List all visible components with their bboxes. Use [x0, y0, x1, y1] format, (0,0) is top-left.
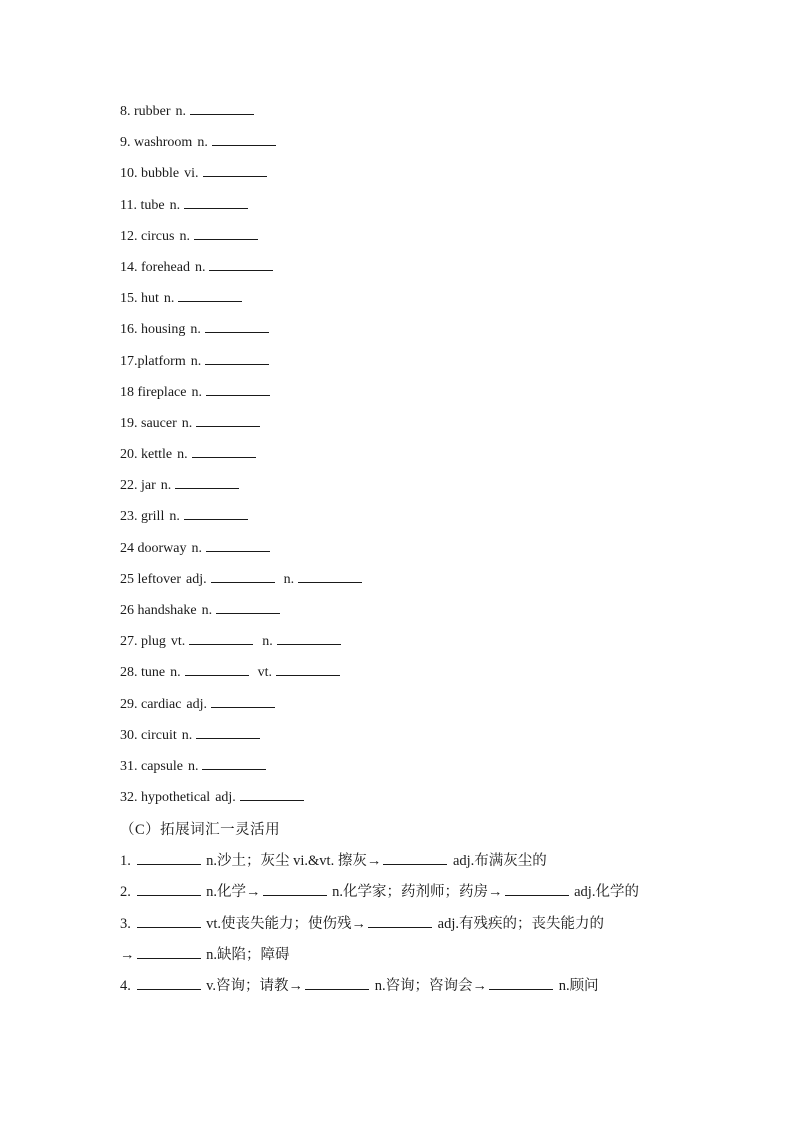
vocab-item — [120, 693, 366, 724]
item-number: 3. — [120, 915, 131, 932]
answer-blank[interactable] — [194, 225, 258, 240]
vocab-item — [120, 786, 366, 817]
vocab-word: 31. capsule — [120, 758, 183, 774]
answer-blank[interactable] — [505, 881, 569, 896]
answer-blank[interactable] — [137, 944, 201, 959]
answer-blank[interactable] — [212, 131, 276, 146]
item-number: 4. — [120, 977, 131, 994]
vocab-item — [120, 661, 366, 692]
answer-blank[interactable] — [211, 568, 275, 583]
vocab-item — [120, 381, 366, 412]
arrow-text: → — [120, 946, 135, 963]
answer-blank[interactable] — [190, 100, 254, 115]
item-text: vt.使丧失能力；使伤残→ — [206, 915, 367, 932]
item-text: n.沙土；灰尘 vi.&vt. 擦灰→ — [206, 853, 382, 870]
answer-blank[interactable] — [276, 661, 340, 676]
vocab-item — [120, 350, 366, 381]
vocab-word: 32. hypothetical — [120, 790, 211, 806]
part-of-speech: n. — [191, 540, 202, 556]
vocab-item — [120, 755, 366, 786]
answer-blank[interactable] — [305, 975, 369, 990]
vocab-word: 19. saucer — [120, 415, 177, 431]
vocab-word: 29. cardiac — [120, 696, 182, 712]
answer-blank[interactable] — [263, 881, 327, 896]
part-of-speech: n. — [194, 259, 206, 275]
vocab-item — [120, 131, 366, 162]
vocab-word: 14. forehead — [120, 259, 190, 275]
vocab-word: 11. tube — [120, 197, 165, 213]
vocab-word: 22. jar — [120, 478, 156, 494]
answer-blank[interactable] — [202, 755, 266, 770]
answer-blank[interactable] — [192, 443, 256, 458]
vocab-item — [120, 318, 366, 349]
part-of-speech: vt. — [257, 665, 272, 681]
part-of-speech: n. — [191, 384, 202, 400]
extended-item-3 — [120, 910, 720, 941]
part-of-speech: n. — [170, 665, 181, 681]
item-text: n.咨询；咨询会→ — [374, 977, 488, 994]
vocab-word: 28. tune — [120, 665, 166, 681]
vocab-list — [120, 100, 366, 817]
vocab-item — [120, 412, 366, 443]
vocab-word: 18 fireplace — [120, 384, 187, 400]
vocab-item — [120, 443, 366, 474]
item-text: adj.有残疾的；丧失能力的 — [437, 915, 604, 932]
answer-blank[interactable] — [211, 693, 275, 708]
vocab-word: 23. grill — [120, 509, 165, 525]
item-text: n.化学家；药剂师；药房→ — [332, 884, 503, 901]
answer-blank[interactable] — [137, 975, 201, 990]
part-of-speech: n. — [283, 571, 295, 587]
vocab-item — [120, 568, 366, 599]
vocab-word: 10. bubble — [120, 166, 180, 182]
vocab-item — [120, 162, 366, 193]
section-title: （C）拓展词汇一灵活用 — [120, 822, 281, 838]
item-text: n.化学→ — [206, 884, 261, 901]
vocab-item — [120, 474, 366, 505]
vocab-word: 25 leftover — [120, 571, 182, 587]
answer-blank[interactable] — [189, 630, 253, 645]
answer-blank[interactable] — [205, 350, 269, 365]
part-of-speech: n. — [197, 135, 208, 151]
item-text: adj.布满灰尘的 — [452, 853, 547, 870]
extended-item-2 — [120, 878, 720, 909]
vocab-word: 27. plug — [120, 634, 166, 650]
part-of-speech: n. — [163, 291, 175, 307]
item-number: 2. — [120, 884, 131, 901]
part-of-speech: n. — [177, 447, 188, 463]
answer-blank[interactable] — [205, 318, 269, 333]
part-of-speech: n. — [201, 603, 213, 618]
part-of-speech: vi. — [184, 166, 199, 182]
vocab-word: 26 handshake — [120, 603, 197, 618]
vocab-word: 9. washroom — [120, 135, 193, 151]
vocab-item — [120, 599, 366, 630]
answer-blank[interactable] — [203, 162, 267, 177]
vocab-item — [120, 537, 366, 568]
item-number: 1. — [120, 853, 131, 870]
vocab-word: 15. hut — [120, 291, 159, 307]
answer-blank[interactable] — [298, 568, 362, 583]
answer-blank[interactable] — [383, 850, 447, 865]
vocab-word: 16. housing — [120, 322, 186, 338]
part-of-speech: n. — [187, 758, 199, 774]
part-of-speech: n. — [169, 197, 181, 213]
extended-item-1 — [120, 847, 720, 878]
part-of-speech: adj. — [215, 790, 236, 806]
answer-blank[interactable] — [489, 975, 553, 990]
item-text: n.缺陷；障碍 — [206, 946, 290, 963]
answer-blank[interactable] — [137, 850, 201, 865]
part-of-speech: n. — [160, 478, 172, 494]
answer-blank[interactable] — [184, 505, 248, 520]
vocab-item — [120, 630, 366, 661]
answer-blank[interactable] — [196, 412, 260, 427]
answer-blank[interactable] — [240, 786, 304, 801]
extended-item-4 — [120, 972, 720, 1003]
answer-blank[interactable] — [206, 381, 270, 396]
item-text: adj.化学的 — [574, 884, 639, 901]
vocab-word: 20. kettle — [120, 447, 173, 463]
answer-blank[interactable] — [175, 474, 239, 489]
extended-vocab-section — [120, 816, 720, 1003]
part-of-speech: adj. — [186, 571, 207, 587]
vocab-item — [120, 505, 366, 536]
part-of-speech: n. — [262, 634, 273, 650]
answer-blank[interactable] — [137, 881, 201, 896]
vocab-item — [120, 287, 366, 318]
answer-blank[interactable] — [277, 630, 341, 645]
part-of-speech: n. — [190, 353, 202, 369]
vocab-item — [120, 724, 366, 755]
part-of-speech: n. — [169, 509, 180, 525]
item-text: n.顾问 — [558, 977, 599, 994]
answer-blank[interactable] — [137, 913, 201, 928]
answer-blank[interactable] — [185, 661, 249, 676]
vocab-word: 17.platform — [120, 353, 186, 369]
answer-blank[interactable] — [209, 256, 273, 271]
vocab-word: 30. circuit — [120, 727, 177, 743]
part-of-speech: vt. — [170, 634, 186, 650]
vocab-item — [120, 225, 366, 256]
answer-blank[interactable] — [184, 194, 248, 209]
answer-blank[interactable] — [196, 724, 260, 739]
part-of-speech: n. — [181, 727, 193, 743]
vocab-word: 12. circus — [120, 228, 175, 244]
answer-blank[interactable] — [206, 537, 270, 552]
answer-blank[interactable] — [216, 599, 280, 614]
part-of-speech: adj. — [186, 696, 208, 712]
vocab-item — [120, 256, 366, 287]
vocab-word: 8. rubber — [120, 104, 171, 119]
vocab-item — [120, 194, 366, 225]
part-of-speech: n. — [190, 322, 201, 338]
vocab-word: 24 doorway — [120, 540, 187, 556]
item-text: v.咨询；请教→ — [206, 977, 304, 994]
answer-blank[interactable] — [368, 913, 432, 928]
part-of-speech: n. — [181, 415, 193, 431]
answer-blank[interactable] — [178, 287, 242, 302]
extended-item-3-continued — [120, 941, 720, 972]
part-of-speech: n. — [179, 228, 190, 244]
vocab-item — [120, 100, 366, 131]
part-of-speech: n. — [175, 104, 187, 119]
